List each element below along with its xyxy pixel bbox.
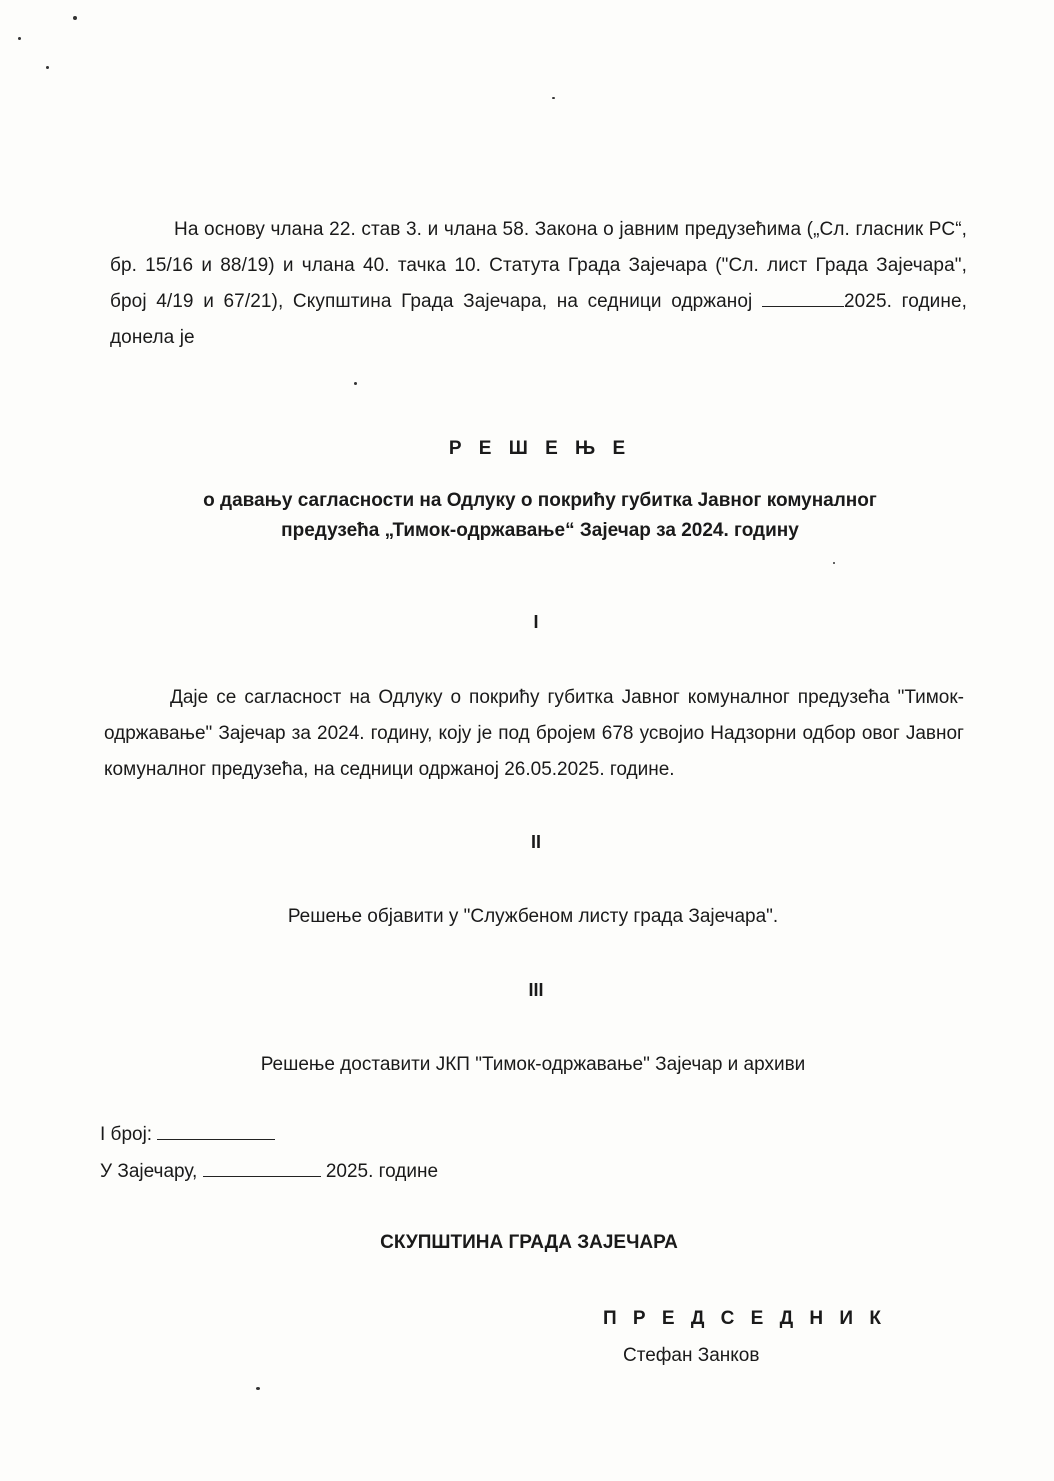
section-numeral: I <box>533 612 539 632</box>
scan-speck <box>256 1387 260 1390</box>
year-text: 2025. године <box>325 1161 439 1182</box>
number-line <box>100 1122 275 1146</box>
section-text: Решење доставити ЈКП "Тимок-одржавање" Зајечар и архиви <box>260 1054 806 1075</box>
section-numeral: III <box>528 980 544 1000</box>
president-name: Стефан Занков <box>623 1345 760 1366</box>
date-blank-line <box>203 1159 321 1177</box>
place-label: У Зајечару, <box>100 1161 198 1182</box>
assembly-name: СКУПШТИНА ГРАДА ЗАЈЕЧАРА <box>380 1232 678 1253</box>
scan-speck <box>18 37 21 40</box>
intro-text: На основу члана 22. став 3. и члана 58. Закона о јавним предузећима („Сл. гласник РС“, бр. 15/16 и 88/19) и члана 40. тачка 10. Статута Града Зајечара ("Сл. лист Града Зајечара", број 4/19 и 67/21), Скупштина Града Зајечара, на седници одржаној <box>110 219 967 312</box>
document-subtitle <box>0 486 1054 546</box>
scan-speck <box>46 66 49 69</box>
subtitle-line: предузећа „Тимок-одржавање“ Зајечар за 2024. годину <box>281 520 799 541</box>
section-numeral: II <box>530 832 541 852</box>
number-label: I број: <box>100 1124 153 1145</box>
scan-speck <box>73 16 77 20</box>
date-blank-line <box>762 289 844 307</box>
president-title: П Р Е Д С Е Д Н И К <box>603 1308 887 1329</box>
number-blank-line <box>157 1122 275 1140</box>
place-date-line <box>100 1159 438 1183</box>
section-text: Даје се сагласност на Одлуку о покрићу губитка Јавног комуналног предузећа "Тимок-одржавање" Зајечар за 2024. годину, коју је под бројем 678 усвојио Надзорни одбор овог Јавног комуналног предузећа, на седници одржаној 26.05.2025. године. <box>104 687 964 780</box>
section-text: Решење објавити у "Службеном листу града Зајечара". <box>287 906 779 927</box>
subtitle-line: о давању сагласности на Одлуку о покрићу губитка Јавног комуналног <box>203 490 877 511</box>
intro-text-end: 2025. године, донела је <box>110 291 967 348</box>
scan-speck <box>833 562 835 564</box>
scan-speck <box>552 97 555 99</box>
intro-paragraph <box>110 212 967 356</box>
document-title: Р Е Ш Е Њ Е <box>448 438 632 459</box>
scan-speck <box>354 382 357 385</box>
